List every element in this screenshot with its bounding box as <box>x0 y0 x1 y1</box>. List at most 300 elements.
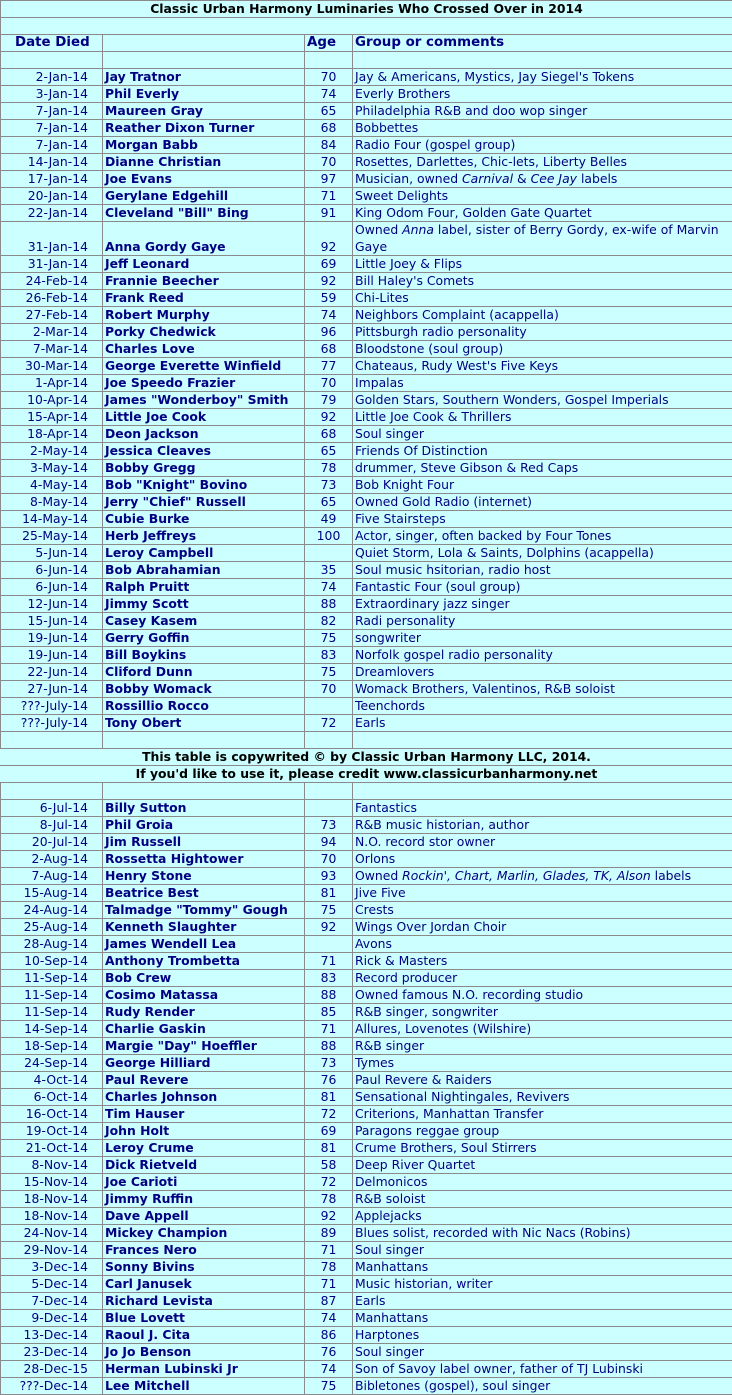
table-row <box>1 1276 732 1293</box>
group-cell: drummer, Steve Gibson & Red Caps <box>353 460 732 477</box>
name-cell: Porky Chedwick <box>103 324 305 341</box>
date-cell: 20-Jan-14 <box>1 188 103 205</box>
group-cell: Musician, owned Carnival & Cee Jay labels <box>353 171 732 188</box>
date-cell: 18-Nov-14 <box>1 1208 103 1225</box>
group-cell: Radio Four (gospel group) <box>353 137 732 154</box>
table-row <box>1 1004 732 1021</box>
name-cell: Herb Jeffreys <box>103 528 305 545</box>
name-cell: James "Wonderboy" Smith <box>103 392 305 409</box>
date-cell: 5-Dec-14 <box>1 1276 103 1293</box>
date-cell: 10-Sep-14 <box>1 953 103 970</box>
date-cell: 20-Jul-14 <box>1 834 103 851</box>
table-row <box>1 1242 732 1259</box>
age-cell: 65 <box>305 494 353 511</box>
group-cell: Chi-Lites <box>353 290 732 307</box>
age-cell: 70 <box>305 375 353 392</box>
date-cell: ???-July-14 <box>1 698 103 715</box>
date-cell: 16-Oct-14 <box>1 1106 103 1123</box>
age-cell: 73 <box>305 477 353 494</box>
table-row <box>1 800 732 817</box>
date-cell: 14-May-14 <box>1 511 103 528</box>
date-cell: 17-Jan-14 <box>1 171 103 188</box>
group-cell: Fantastic Four (soul group) <box>353 579 732 596</box>
table-row <box>1 1089 732 1106</box>
table-row <box>1 715 732 732</box>
name-cell: Tony Obert <box>103 715 305 732</box>
group-cell: Radi personality <box>353 613 732 630</box>
age-cell: 92 <box>305 919 353 936</box>
group-cell: Teenchords <box>353 698 732 715</box>
age-cell: 76 <box>305 1344 353 1361</box>
group-cell: Five Stairsteps <box>353 511 732 528</box>
date-cell: 6-Jun-14 <box>1 579 103 596</box>
table-row <box>1 970 732 987</box>
date-cell: 15-Nov-14 <box>1 1174 103 1191</box>
name-cell: Rudy Render <box>103 1004 305 1021</box>
table-row <box>1 919 732 936</box>
group-cell: Avons <box>353 936 732 953</box>
name-cell: Charles Love <box>103 341 305 358</box>
date-cell: 28-Aug-14 <box>1 936 103 953</box>
table-row <box>1 1378 732 1395</box>
age-cell: 59 <box>305 290 353 307</box>
group-cell: Bloodstone (soul group) <box>353 341 732 358</box>
group-cell: Jive Five <box>353 885 732 902</box>
group-cell: Owned famous N.O. recording studio <box>353 987 732 1004</box>
group-cell: Dreamlovers <box>353 664 732 681</box>
age-cell <box>305 698 353 715</box>
name-cell: Talmadge "Tommy" Gough <box>103 902 305 919</box>
group-cell: Harptones <box>353 1327 732 1344</box>
table-row <box>1 1038 732 1055</box>
date-cell: 7-Jan-14 <box>1 137 103 154</box>
group-cell: Little Joe Cook & Thrillers <box>353 409 732 426</box>
table-row <box>1 205 732 222</box>
group-cell: Manhattans <box>353 1310 732 1327</box>
group-cell: Applejacks <box>353 1208 732 1225</box>
table-row <box>1 120 732 137</box>
date-cell: 21-Oct-14 <box>1 1140 103 1157</box>
group-cell: Soul singer <box>353 1344 732 1361</box>
table-row <box>1 69 732 86</box>
spacer-row <box>1 732 732 749</box>
age-cell: 86 <box>305 1327 353 1344</box>
name-cell: Frannie Beecher <box>103 273 305 290</box>
age-cell: 92 <box>305 1208 353 1225</box>
age-cell: 89 <box>305 1225 353 1242</box>
table-row <box>1 953 732 970</box>
group-cell: R&B music historian, author <box>353 817 732 834</box>
table-row <box>1 1140 732 1157</box>
name-cell: Rossillio Rocco <box>103 698 305 715</box>
spacer-row <box>1 52 732 69</box>
group-cell: Bibletones (gospel), soul singer <box>353 1378 732 1395</box>
header-date: Date Died <box>1 35 103 52</box>
date-cell: 12-Jun-14 <box>1 596 103 613</box>
date-cell: 18-Apr-14 <box>1 426 103 443</box>
name-cell: Joe Evans <box>103 171 305 188</box>
table-row <box>1 834 732 851</box>
group-cell: Delmonicos <box>353 1174 732 1191</box>
group-cell: Bill Haley's Comets <box>353 273 732 290</box>
name-cell: Bob Crew <box>103 970 305 987</box>
name-cell: Jessica Cleaves <box>103 443 305 460</box>
date-cell: 11-Sep-14 <box>1 987 103 1004</box>
group-cell: N.O. record stor owner <box>353 834 732 851</box>
name-cell: John Holt <box>103 1123 305 1140</box>
table-row <box>1 341 732 358</box>
table-row <box>1 681 732 698</box>
age-cell: 78 <box>305 460 353 477</box>
age-cell: 88 <box>305 596 353 613</box>
date-cell: 28-Dec-15 <box>1 1361 103 1378</box>
age-cell: 75 <box>305 664 353 681</box>
date-cell: 4-May-14 <box>1 477 103 494</box>
group-cell: Neighbors Complaint (acappella) <box>353 307 732 324</box>
table-row <box>1 1055 732 1072</box>
date-cell: 11-Sep-14 <box>1 1004 103 1021</box>
age-cell: 75 <box>305 1378 353 1395</box>
group-cell: Everly Brothers <box>353 86 732 103</box>
table-row <box>1 1174 732 1191</box>
age-cell: 78 <box>305 1191 353 1208</box>
copyright-text: If you'd like to use it, please credit www.classicurbanharmony.net <box>1 766 732 783</box>
date-cell: 6-Jul-14 <box>1 800 103 817</box>
group-cell: Record producer <box>353 970 732 987</box>
name-cell: Maureen Gray <box>103 103 305 120</box>
header-age: Age <box>305 35 353 52</box>
group-cell: Crests <box>353 902 732 919</box>
age-cell: 71 <box>305 1021 353 1038</box>
age-cell: 88 <box>305 1038 353 1055</box>
name-cell: Gerry Goffin <box>103 630 305 647</box>
table-row <box>1 562 732 579</box>
date-cell: 31-Jan-14 <box>1 222 103 256</box>
age-cell: 68 <box>305 426 353 443</box>
name-cell: Cleveland "Bill" Bing <box>103 205 305 222</box>
age-cell: 70 <box>305 69 353 86</box>
group-cell: Soul music hsitorian, radio host <box>353 562 732 579</box>
age-cell: 70 <box>305 681 353 698</box>
age-cell: 68 <box>305 120 353 137</box>
date-cell: 1-Apr-14 <box>1 375 103 392</box>
copyright-row <box>1 749 732 766</box>
name-cell: Cosimo Matassa <box>103 987 305 1004</box>
table-row <box>1 477 732 494</box>
group-cell: Norfolk gospel radio personality <box>353 647 732 664</box>
age-cell: 81 <box>305 1089 353 1106</box>
date-cell: 29-Nov-14 <box>1 1242 103 1259</box>
table-row <box>1 171 732 188</box>
name-cell: Frances Nero <box>103 1242 305 1259</box>
name-cell: Jo Jo Benson <box>103 1344 305 1361</box>
group-cell: Rosettes, Darlettes, Chic-lets, Liberty Belles <box>353 154 732 171</box>
table-row <box>1 154 732 171</box>
date-cell: 15-Jun-14 <box>1 613 103 630</box>
age-cell: 74 <box>305 1310 353 1327</box>
age-cell: 81 <box>305 1140 353 1157</box>
name-cell: George Everette Winfield <box>103 358 305 375</box>
age-cell: 71 <box>305 188 353 205</box>
date-cell: 6-Oct-14 <box>1 1089 103 1106</box>
table-title: Classic Urban Harmony Luminaries Who Crossed Over in 2014 <box>1 1 732 18</box>
table-row <box>1 137 732 154</box>
name-cell: Casey Kasem <box>103 613 305 630</box>
age-cell: 84 <box>305 137 353 154</box>
group-cell: songwriter <box>353 630 732 647</box>
group-cell: Owned Rockin', Chart, Marlin, Glades, TK, Alson labels <box>353 868 732 885</box>
group-cell: King Odom Four, Golden Gate Quartet <box>353 205 732 222</box>
name-cell: Jimmy Ruffin <box>103 1191 305 1208</box>
date-cell: 26-Feb-14 <box>1 290 103 307</box>
date-cell: 14-Sep-14 <box>1 1021 103 1038</box>
date-cell: 2-May-14 <box>1 443 103 460</box>
table-row <box>1 596 732 613</box>
name-cell: Herman Lubinski Jr <box>103 1361 305 1378</box>
table-row <box>1 851 732 868</box>
table-row <box>1 698 732 715</box>
table-row <box>1 460 732 477</box>
table-row <box>1 528 732 545</box>
table-row <box>1 579 732 596</box>
date-cell: 4-Oct-14 <box>1 1072 103 1089</box>
group-cell: Deep River Quartet <box>353 1157 732 1174</box>
header-name <box>103 35 305 52</box>
date-cell: 7-Mar-14 <box>1 341 103 358</box>
group-cell: Bobbettes <box>353 120 732 137</box>
date-cell: 7-Jan-14 <box>1 103 103 120</box>
date-cell: 8-May-14 <box>1 494 103 511</box>
group-cell: Pittsburgh radio personality <box>353 324 732 341</box>
name-cell: George Hilliard <box>103 1055 305 1072</box>
name-cell: Jeff Leonard <box>103 256 305 273</box>
date-cell: 13-Dec-14 <box>1 1327 103 1344</box>
table-row <box>1 86 732 103</box>
age-cell: 79 <box>305 392 353 409</box>
group-cell: Allures, Lovenotes (Wilshire) <box>353 1021 732 1038</box>
group-cell: Fantastics <box>353 800 732 817</box>
table-row <box>1 494 732 511</box>
age-cell: 83 <box>305 647 353 664</box>
group-cell: Sweet Delights <box>353 188 732 205</box>
date-cell: 10-Apr-14 <box>1 392 103 409</box>
name-cell: Tim Hauser <box>103 1106 305 1123</box>
age-cell <box>305 545 353 562</box>
group-cell: Earls <box>353 1293 732 1310</box>
group-cell: Actor, singer, often backed by Four Tones <box>353 528 732 545</box>
table-row <box>1 664 732 681</box>
name-cell: Bill Boykins <box>103 647 305 664</box>
table-row <box>1 1361 732 1378</box>
group-cell: Quiet Storm, Lola & Saints, Dolphins (acappella) <box>353 545 732 562</box>
date-cell: 24-Nov-14 <box>1 1225 103 1242</box>
name-cell: Sonny Bivins <box>103 1259 305 1276</box>
date-cell: 22-Jan-14 <box>1 205 103 222</box>
table-row <box>1 358 732 375</box>
table-row <box>1 392 732 409</box>
age-cell: 73 <box>305 1055 353 1072</box>
group-cell: Orlons <box>353 851 732 868</box>
table-row <box>1 1208 732 1225</box>
date-cell: 22-Jun-14 <box>1 664 103 681</box>
name-cell: Richard Levista <box>103 1293 305 1310</box>
age-cell: 75 <box>305 630 353 647</box>
age-cell: 74 <box>305 579 353 596</box>
date-cell: 2-Mar-14 <box>1 324 103 341</box>
age-cell: 35 <box>305 562 353 579</box>
name-cell: Charlie Gaskin <box>103 1021 305 1038</box>
age-cell: 85 <box>305 1004 353 1021</box>
age-cell: 72 <box>305 1106 353 1123</box>
group-cell: Friends Of Distinction <box>353 443 732 460</box>
age-cell: 75 <box>305 902 353 919</box>
date-cell: 15-Aug-14 <box>1 885 103 902</box>
table-row <box>1 1327 732 1344</box>
table-row <box>1 1310 732 1327</box>
age-cell: 58 <box>305 1157 353 1174</box>
table-row <box>1 1225 732 1242</box>
name-cell: Dianne Christian <box>103 154 305 171</box>
header-group: Group or comments <box>353 35 732 52</box>
spacer-row <box>1 783 732 800</box>
date-cell: 18-Sep-14 <box>1 1038 103 1055</box>
name-cell: Morgan Babb <box>103 137 305 154</box>
group-cell: Owned Anna label, sister of Berry Gordy, ex-wife of Marvin Gaye <box>353 222 732 256</box>
name-cell: Charles Johnson <box>103 1089 305 1106</box>
date-cell: 3-Jan-14 <box>1 86 103 103</box>
age-cell: 74 <box>305 307 353 324</box>
age-cell: 65 <box>305 443 353 460</box>
table-row <box>1 902 732 919</box>
date-cell: ???-Dec-14 <box>1 1378 103 1395</box>
age-cell: 96 <box>305 324 353 341</box>
date-cell: 5-Jun-14 <box>1 545 103 562</box>
age-cell: 83 <box>305 970 353 987</box>
name-cell: Jimmy Scott <box>103 596 305 613</box>
date-cell: 27-Jun-14 <box>1 681 103 698</box>
group-cell: Soul singer <box>353 1242 732 1259</box>
group-cell: Rick & Masters <box>353 953 732 970</box>
age-cell: 78 <box>305 1259 353 1276</box>
table-row <box>1 647 732 664</box>
age-cell: 69 <box>305 256 353 273</box>
age-cell: 88 <box>305 987 353 1004</box>
date-cell: 2-Aug-14 <box>1 851 103 868</box>
group-cell: Impalas <box>353 375 732 392</box>
name-cell: Gerylane Edgehill <box>103 188 305 205</box>
date-cell: 14-Jan-14 <box>1 154 103 171</box>
table-row <box>1 1344 732 1361</box>
group-cell: Soul singer <box>353 426 732 443</box>
name-cell: Bobby Gregg <box>103 460 305 477</box>
table-row <box>1 188 732 205</box>
group-cell: Blues solist, recorded with Nic Nacs (Robins) <box>353 1225 732 1242</box>
date-cell: 31-Jan-14 <box>1 256 103 273</box>
date-cell: 25-Aug-14 <box>1 919 103 936</box>
age-cell: 76 <box>305 1072 353 1089</box>
table-row <box>1 409 732 426</box>
date-cell: 25-May-14 <box>1 528 103 545</box>
table-row <box>1 987 732 1004</box>
age-cell: 73 <box>305 817 353 834</box>
name-cell: Robert Murphy <box>103 307 305 324</box>
name-cell: Leroy Campbell <box>103 545 305 562</box>
table-row <box>1 1191 732 1208</box>
age-cell: 92 <box>305 273 353 290</box>
age-cell: 74 <box>305 1361 353 1378</box>
age-cell: 93 <box>305 868 353 885</box>
name-cell: Mickey Champion <box>103 1225 305 1242</box>
table-row <box>1 1123 732 1140</box>
name-cell: Cliford Dunn <box>103 664 305 681</box>
name-cell: Paul Revere <box>103 1072 305 1089</box>
table-row <box>1 222 732 256</box>
table-row <box>1 511 732 528</box>
name-cell: Ralph Pruitt <box>103 579 305 596</box>
group-cell: Extraordinary jazz singer <box>353 596 732 613</box>
age-cell <box>305 800 353 817</box>
table-row <box>1 375 732 392</box>
name-cell: Henry Stone <box>103 868 305 885</box>
age-cell: 92 <box>305 409 353 426</box>
name-cell: Dick Rietveld <box>103 1157 305 1174</box>
name-cell: Rossetta Hightower <box>103 851 305 868</box>
spacer-row <box>1 18 732 35</box>
group-cell: Owned Gold Radio (internet) <box>353 494 732 511</box>
date-cell: 6-Jun-14 <box>1 562 103 579</box>
name-cell: Joe Speedo Frazier <box>103 375 305 392</box>
group-cell: Manhattans <box>353 1259 732 1276</box>
age-cell: 82 <box>305 613 353 630</box>
name-cell: Reather Dixon Turner <box>103 120 305 137</box>
group-cell: R&B singer, songwriter <box>353 1004 732 1021</box>
table-row <box>1 817 732 834</box>
table-row <box>1 443 732 460</box>
date-cell: 19-Jun-14 <box>1 647 103 664</box>
date-cell: 11-Sep-14 <box>1 970 103 987</box>
name-cell: Anthony Trombetta <box>103 953 305 970</box>
name-cell: Anna Gordy Gaye <box>103 222 305 256</box>
date-cell: 27-Feb-14 <box>1 307 103 324</box>
date-cell: 9-Dec-14 <box>1 1310 103 1327</box>
table-row <box>1 936 732 953</box>
group-cell: Sensational Nightingales, Revivers <box>353 1089 732 1106</box>
name-cell: Beatrice Best <box>103 885 305 902</box>
date-cell: 2-Jan-14 <box>1 69 103 86</box>
table-row <box>1 256 732 273</box>
name-cell: Carl Janusek <box>103 1276 305 1293</box>
copyright-row <box>1 766 732 783</box>
age-cell: 91 <box>305 205 353 222</box>
group-cell: Earls <box>353 715 732 732</box>
age-cell: 71 <box>305 1276 353 1293</box>
table-row <box>1 290 732 307</box>
table-row <box>1 1021 732 1038</box>
date-cell: 7-Aug-14 <box>1 868 103 885</box>
date-cell: 8-Nov-14 <box>1 1157 103 1174</box>
group-cell: Jay & Americans, Mystics, Jay Siegel's Tokens <box>353 69 732 86</box>
table-row <box>1 613 732 630</box>
date-cell: 19-Oct-14 <box>1 1123 103 1140</box>
date-cell: 18-Nov-14 <box>1 1191 103 1208</box>
table-row <box>1 868 732 885</box>
group-cell: Paul Revere & Raiders <box>353 1072 732 1089</box>
table-row <box>1 426 732 443</box>
group-cell: Son of Savoy label owner, father of TJ Lubinski <box>353 1361 732 1378</box>
date-cell: 3-Dec-14 <box>1 1259 103 1276</box>
name-cell: Kenneth Slaughter <box>103 919 305 936</box>
name-cell: Bobby Womack <box>103 681 305 698</box>
